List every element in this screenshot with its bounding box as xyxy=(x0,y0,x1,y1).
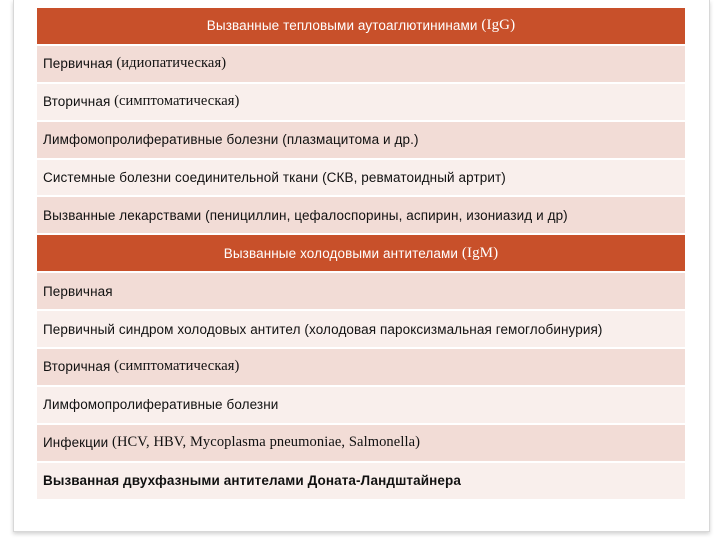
row-text-tail: (IgG) xyxy=(477,17,516,34)
row-text-tail: (HCV, HBV, Mycoplasma pneumoniae, Salmonella) xyxy=(108,434,421,451)
table-row xyxy=(37,387,685,425)
row-text: Вторичная xyxy=(43,359,111,375)
table-row xyxy=(37,463,685,501)
row-text-tail: (IgM) xyxy=(458,244,499,261)
row-text: Инфекции xyxy=(43,435,109,451)
row-text: Первичная xyxy=(43,283,113,299)
classification-table xyxy=(37,8,685,501)
table-row xyxy=(37,160,685,198)
row-text-tail: (симптоматическая) xyxy=(110,358,240,375)
row-text: Вызванные лекарствами (пенициллин, цефалоспорины, аспирин, изониазид и др) xyxy=(43,207,568,223)
row-text: Лимфомопролиферативные болезни (плазмацитома и др.) xyxy=(43,132,419,148)
row-text: Вызванные холодовыми антителами xyxy=(223,245,459,261)
table-row xyxy=(37,273,685,311)
table-row xyxy=(37,122,685,160)
table-row xyxy=(37,311,685,349)
table-row xyxy=(37,349,685,387)
row-text: Первичная xyxy=(43,56,113,72)
row-text-tail: (идиопатическая) xyxy=(112,55,227,72)
row-text: Первичный синдром холодовых антител (холодовая пароксизмальная гемоглобинурия) xyxy=(43,321,603,337)
row-text: Системные болезни соединительной ткани (СКВ, ревматоидный артрит) xyxy=(43,170,506,185)
row-text: Вторичная xyxy=(43,94,111,110)
table-header-row xyxy=(37,8,685,46)
table-row xyxy=(37,46,685,84)
table-row xyxy=(37,197,685,235)
table-row xyxy=(37,425,685,463)
table-row xyxy=(37,84,685,122)
row-text: Вызванная двухфазными антителами Доната-Ландштайнера xyxy=(43,473,461,489)
table-header-row xyxy=(37,235,685,273)
row-text-tail: (симптоматическая) xyxy=(110,93,240,110)
row-text: Вызванные тепловыми аутоаглютининами xyxy=(206,18,478,34)
row-text: Лимфомопролиферативные болезни xyxy=(43,397,279,413)
